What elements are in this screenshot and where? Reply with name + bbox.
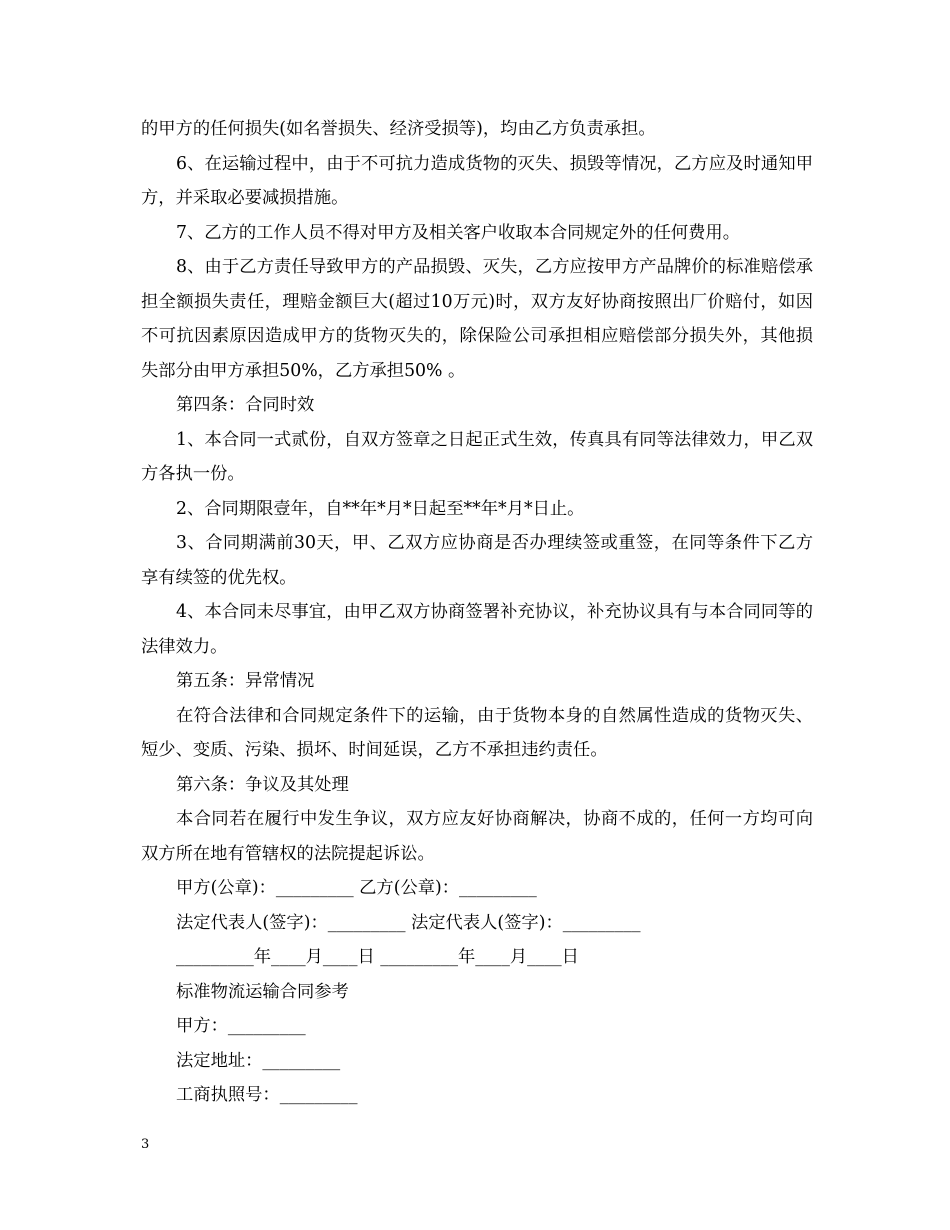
paragraph-exceptions: 在符合法律和合同规定条件下的运输，由于货物本身的自然属性造成的货物灭失、短少、变质、污染、损坏、时间延误，乙方不承担违约责任。 xyxy=(141,705,813,760)
party-a-field: 甲方：_________ xyxy=(176,1016,306,1036)
paragraph-clause-6: 6、在运输过程中，由于不可抗力造成货物的灭失、损毁等情况，乙方应及时通知甲方，并采取必要减损措施。 xyxy=(141,153,813,208)
page-number: 3 xyxy=(141,1137,150,1152)
reference-contract-title: 标准物流运输合同参考 xyxy=(176,981,349,1002)
paragraph-disputes: 本合同若在履行中发生争议，双方应友好协商解决，协商不成的，任何一方均可向双方所在地有管辖权的法院提起诉讼。 xyxy=(141,809,813,864)
paragraph-continuation: 的甲方的任何损失(如名誉损失、经济受损等)，均由乙方负责承担。 xyxy=(141,119,656,139)
signature-seal-line: 甲方(公章)：_________ 乙方(公章)：_________ xyxy=(176,878,537,898)
section-heading-article-6: 第六条：争议及其处理 xyxy=(176,774,349,795)
paragraph-clause-7: 7、乙方的工作人员不得对甲方及相关客户收取本合同规定外的任何费用。 xyxy=(176,222,740,243)
business-license-field: 工商执照号：_________ xyxy=(176,1085,358,1105)
paragraph-validity-1: 1、本合同一式贰份，自双方签章之日起正式生效，传真具有同等法律效力，甲乙双方各执一份。 xyxy=(141,429,813,484)
paragraph-validity-3: 3、合同期满前30天，甲、乙双方应协商是否办理续签或重签，在同等条件下乙方享有续签的优先权。 xyxy=(141,533,813,588)
paragraph-clause-8: 8、由于乙方责任导致甲方的产品损毁、灭失，乙方应按甲方产品牌价的标准赔偿承担全额损失责任，理赔金额巨大(超过10万元)时，双方友好协商按照出厂价赔付，如因不可抗因素原因造成甲方的货物灭失的，除保险公司承担相应赔偿部分损失外，其他损失部分由甲方承担50%，乙方承担50% 。 xyxy=(141,257,813,381)
paragraph-validity-4: 4、本合同未尽事宜，由甲乙双方协商签署补充协议，补充协议具有与本合同同等的法律效力。 xyxy=(141,602,813,657)
legal-address-field: 法定地址：_________ xyxy=(176,1050,341,1071)
section-heading-article-5: 第五条：异常情况 xyxy=(176,671,315,691)
document-body xyxy=(141,112,813,1113)
signature-date-line: _________年____月____日 _________年____月____日 xyxy=(176,947,579,967)
section-heading-article-4: 第四条：合同时效 xyxy=(176,395,315,415)
paragraph-validity-2: 2、合同期限壹年，自**年*月*日起至**年*月*日止。 xyxy=(176,498,585,519)
signature-representative-line: 法定代表人(签字)：_________ 法定代表人(签字)：_________ xyxy=(176,912,641,933)
